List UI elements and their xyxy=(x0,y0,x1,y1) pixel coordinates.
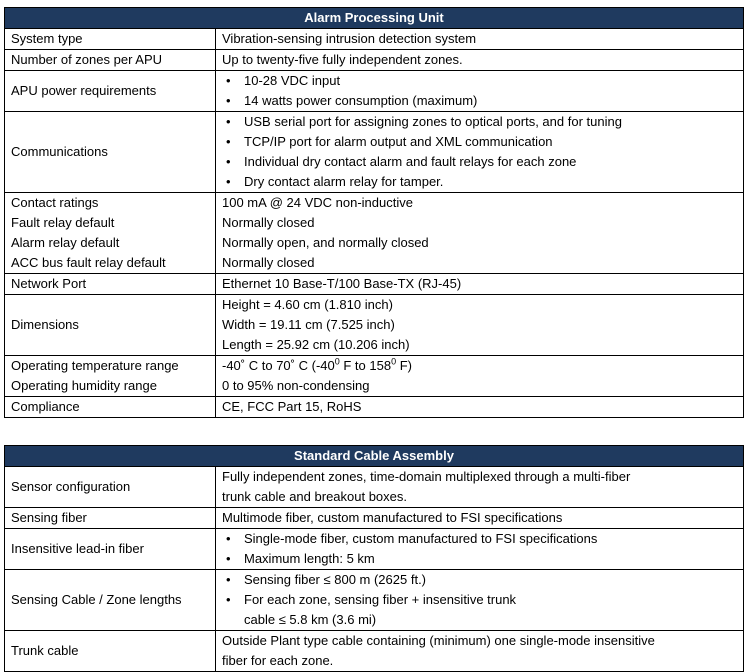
list-item: • Single-mode fiber, custom manufactured to FSI specifications xyxy=(222,529,737,549)
value-line: Width = 19.11 cm (7.525 inch) xyxy=(222,317,395,332)
table-row xyxy=(5,508,744,529)
list-item: • Maximum length: 5 km xyxy=(222,549,737,569)
table-row xyxy=(5,71,744,112)
table-row xyxy=(5,193,744,274)
row-label: Trunk cable xyxy=(5,631,216,672)
value-line: Outside Plant type cable containing (minimum) one single-mode insensitive xyxy=(222,633,655,648)
row-value xyxy=(216,112,744,193)
label-line: Alarm relay default xyxy=(11,235,120,250)
row-label xyxy=(5,193,216,274)
table-row xyxy=(5,50,744,71)
row-label: Network Port xyxy=(5,274,216,295)
bullet-list xyxy=(222,71,737,111)
row-value: Up to twenty-five fully independent zones. xyxy=(216,50,744,71)
row-label: Sensor configuration xyxy=(5,467,216,508)
row-label: Sensing fiber xyxy=(5,508,216,529)
row-value xyxy=(216,467,744,508)
row-value xyxy=(216,193,744,274)
apu-table-title: Alarm Processing Unit xyxy=(5,8,744,29)
row-label: Communications xyxy=(5,112,216,193)
list-item: • For each zone, sensing fiber + insensitive trunk xyxy=(222,590,737,610)
value-line: Length = 25.92 cm (10.206 inch) xyxy=(222,337,410,352)
row-value xyxy=(216,529,744,570)
table-row xyxy=(5,631,744,672)
value-line: Normally closed xyxy=(222,255,315,270)
standard-cable-assembly-table xyxy=(4,445,744,672)
list-item: • TCP/IP port for alarm output and XML communication xyxy=(222,132,737,152)
table-row xyxy=(5,467,744,508)
row-value: Multimode fiber, custom manufactured to FSI specifications xyxy=(216,508,744,529)
row-label: APU power requirements xyxy=(5,71,216,112)
label-line: ACC bus fault relay default xyxy=(11,255,166,270)
list-item: • 14 watts power consumption (maximum) xyxy=(222,91,737,111)
row-value: Ethernet 10 Base-T/100 Base-TX (RJ-45) xyxy=(216,274,744,295)
table-row xyxy=(5,356,744,397)
row-value xyxy=(216,570,744,631)
table-header-row xyxy=(5,8,744,29)
bullet-list xyxy=(222,529,737,569)
value-line: Fully independent zones, time-domain multiplexed through a multi-fiber xyxy=(222,469,631,484)
value-line: fiber for each zone. xyxy=(222,653,334,668)
row-value xyxy=(216,631,744,672)
bullet-list xyxy=(222,570,737,630)
value-line: Height = 4.60 cm (1.810 inch) xyxy=(222,297,393,312)
label-line: Fault relay default xyxy=(11,215,115,230)
row-value xyxy=(216,295,744,356)
list-item: • Sensing fiber ≤ 800 m (2625 ft.) xyxy=(222,570,737,590)
row-label xyxy=(5,356,216,397)
row-label: Sensing Cable / Zone lengths xyxy=(5,570,216,631)
table-row xyxy=(5,397,744,418)
list-item-continuation: cable ≤ 5.8 km (3.6 mi) xyxy=(244,612,377,627)
label-line: Contact ratings xyxy=(11,195,99,210)
label-line: Operating humidity range xyxy=(11,378,157,393)
value-line: Normally closed xyxy=(222,215,315,230)
value-line: Normally open, and normally closed xyxy=(222,235,429,250)
temperature-range: -40˚ C to 70˚ C ($-40^0$ F to $158^0$ F) xyxy=(222,356,412,373)
row-value: Vibration-sensing intrusion detection system xyxy=(216,29,744,50)
list-item: • 10-28 VDC input xyxy=(222,71,737,91)
label-line: Operating temperature range xyxy=(11,358,179,373)
row-label: Insensitive lead-in fiber xyxy=(5,529,216,570)
bullet-list xyxy=(222,112,737,192)
row-label: Compliance xyxy=(5,397,216,418)
list-item: • Individual dry contact alarm and fault relays for each zone xyxy=(222,152,737,172)
table-row xyxy=(5,274,744,295)
value-line: trunk cable and breakout boxes. xyxy=(222,489,408,504)
row-label: Number of zones per APU xyxy=(5,50,216,71)
row-label: Dimensions xyxy=(5,295,216,356)
row-value: CE, FCC Part 15, RoHS xyxy=(216,397,744,418)
table-header-row xyxy=(5,446,744,467)
table-row xyxy=(5,29,744,50)
table-row xyxy=(5,112,744,193)
humidity-range: 0 to 95% non-condensing xyxy=(222,378,370,393)
row-label: System type xyxy=(5,29,216,50)
table-row xyxy=(5,570,744,631)
row-value xyxy=(216,71,744,112)
cable-table-title: Standard Cable Assembly xyxy=(5,446,744,467)
alarm-processing-unit-table xyxy=(4,7,744,418)
table-row xyxy=(5,529,744,570)
table-row xyxy=(5,295,744,356)
row-value xyxy=(216,356,744,397)
list-item: • USB serial port for assigning zones to optical ports, and for tuning xyxy=(222,112,737,132)
value-line: 100 mA @ 24 VDC non-inductive xyxy=(222,195,413,210)
list-item: • Dry contact alarm relay for tamper. xyxy=(222,172,737,192)
